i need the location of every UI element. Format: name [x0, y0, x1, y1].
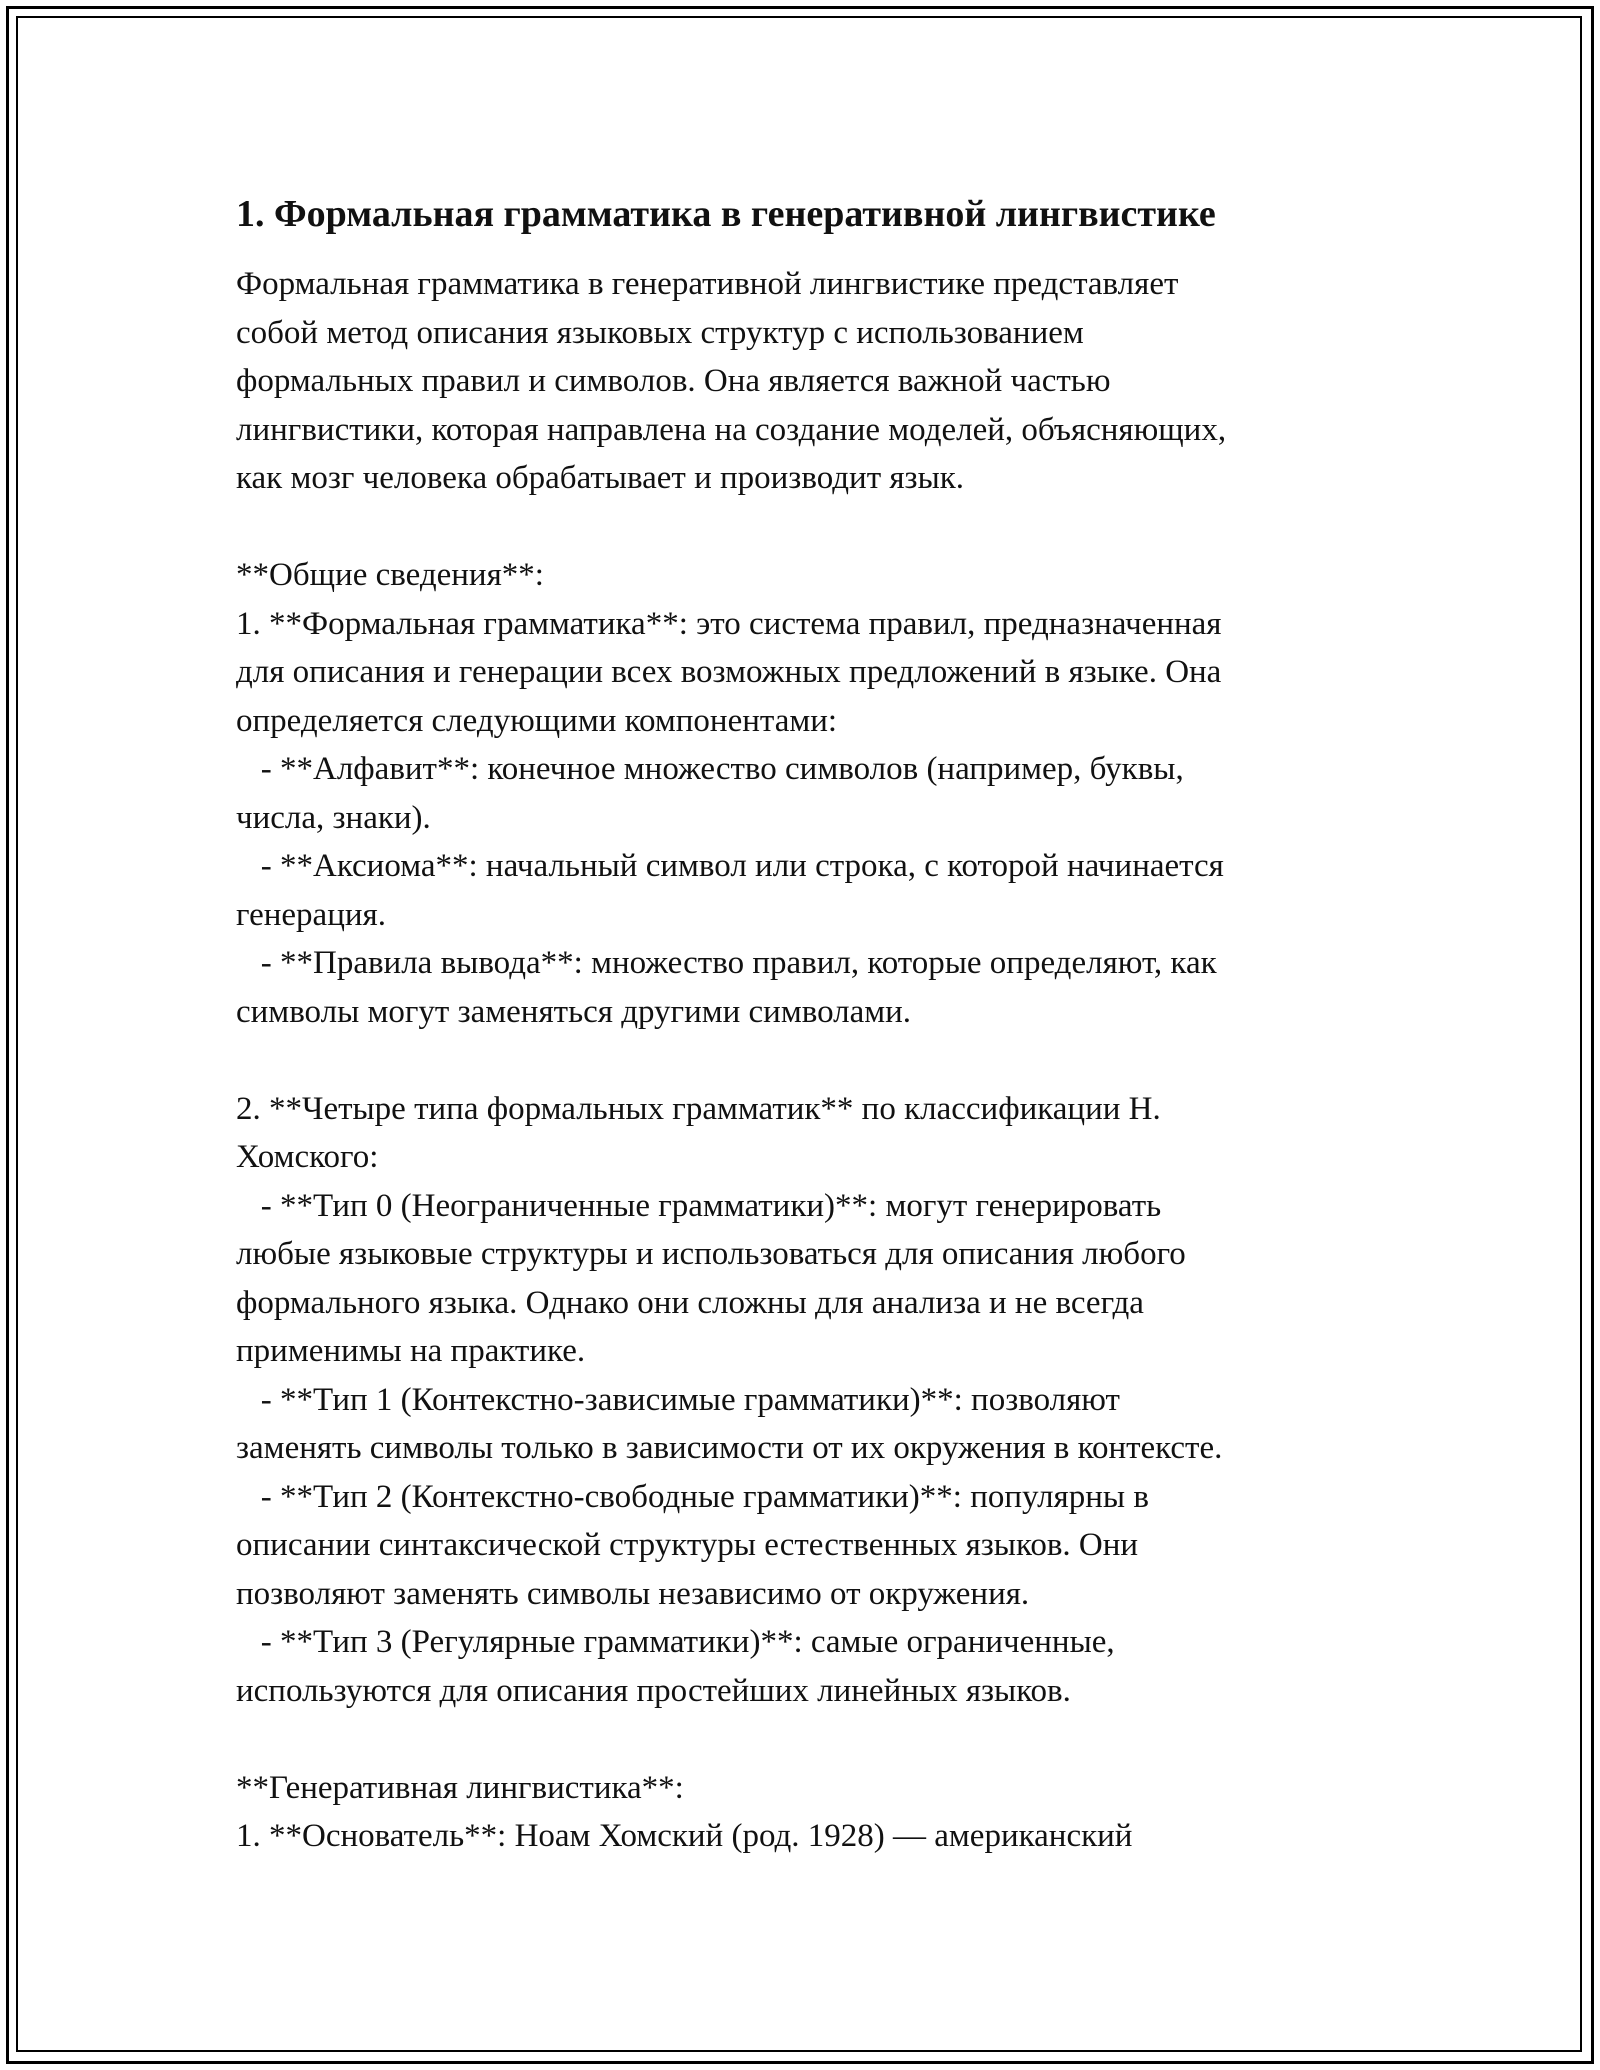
document-page	[236, 188, 1366, 1861]
document-body: Формальная грамматика в генеративной лингвистике представляет собой метод описания языковых структур с использованием формальных правил и символов. Она является важной частью лингвистики, которая направлена на создание моделей, объясняющих, как мозг человека обрабатывает и производит язык. **Общие сведения**: 1. **Формальная грамматика**: это система правил, предназначенная для описания и генерации всех возможных предложений в языке. Она определяется следующими компонентами: - **Алфавит**: конечное множество символов (например, буквы, числа, знаки). - **Аксиома**: начальный символ или строка, с которой начинается генерация. - **Правила вывода**: множество правил, которые определяют, как символы могут заменяться другими символами. 2. **Четыре типа формальных грамматик** по классификации Н. Хомского: - **Тип 0 (Неограниченные грамматики)**: могут генерировать любые языковые структуры и использоваться для описания любого формального языка. Однако они сложны для анализа и не всегда применимы на практике. - **Тип 1 (Контекстно-зависимые грамматики)**: позволяют заменять символы только в зависимости от их окружения в контексте. - **Тип 2 (Контекстно-свободные грамматики)**: популярны в описании синтаксической структуры естественных языков. Они позволяют заменять символы независимо от окружения. - **Тип 3 (Регулярные грамматики)**: самые ограниченные, используются для описания простейших линейных языков. **Генеративная лингвистика**: 1. **Основатель**: Ноам Хомский (род. 1928) — американский	[236, 266, 1227, 1854]
document-heading: 1. Формальная грамматика в генеративной лингвистике	[236, 193, 1216, 235]
